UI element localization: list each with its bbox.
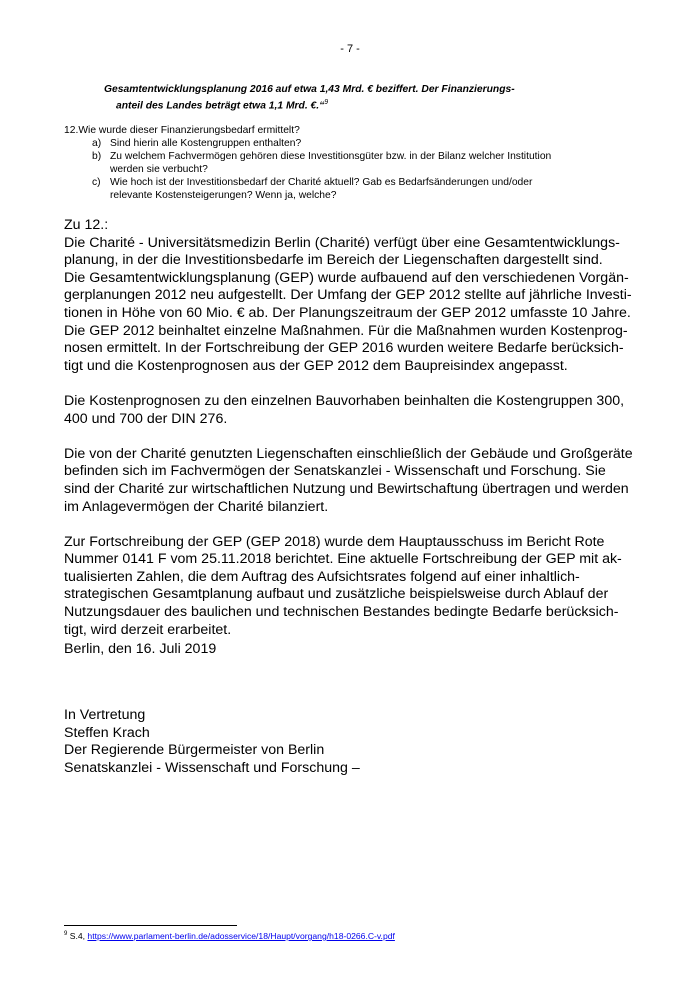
question-block [64, 124, 624, 202]
footnote-number: 9 [64, 931, 68, 937]
signature-line: Senatskanzlei - Wissenschaft und Forschung – [64, 759, 360, 776]
signature-line: Der Regierende Bürgermeister von Berlin [64, 742, 325, 759]
text-line: Nummer 0141 F vom 25.11.2018 berichtet. Eine aktuelle Fortschreibung der GEP mit ak- [64, 551, 622, 568]
text-line: 400 und 700 der DIN 276. [64, 410, 228, 427]
text-line: gerplanungen 2012 neu aufgestellt. Der Umfang der GEP 2012 stellte auf jährliche Investi- [64, 287, 632, 304]
text-line: Die Gesamtentwicklungsplanung (GEP) wurde aufbauend auf den verschiedenen Vorgän- [64, 269, 629, 286]
signature-name: Steffen Krach [64, 724, 150, 741]
question-item-a [92, 137, 624, 150]
quoted-text [104, 83, 584, 112]
answer-section [64, 217, 644, 639]
question-item-b [92, 150, 624, 176]
text-line: befinden sich im Fachvermögen der Senatskanzlei - Wissenschaft und Forschung. Sie [64, 463, 606, 480]
question-item-text: werden sie verbucht? [110, 164, 208, 175]
text-line: tigt, wird derzeit erarbeitet. [64, 621, 232, 638]
answer-paragraph-3 [64, 446, 644, 516]
question-item-c [92, 176, 624, 202]
text-line: planung, in der die Investitionsbedarfe im Bereich der Liegenschaften dargestellt sind. [64, 252, 603, 269]
text-line: strategischen Gesamtplanung aufbaut und zusätzliche beispielsweise durch Ablauf der [64, 586, 609, 603]
signature-block [64, 707, 360, 777]
signature-line: In Vertretung [64, 707, 146, 723]
text-line: nosen ermittelt. In der Fortschreibung der GEP 2016 wurden weitere Bedarfe berücksich- [64, 340, 624, 357]
text-line: Die von der Charité genutzten Liegenschaften einschließlich der Gebäude und Großgeräte [64, 445, 633, 462]
text-line: tualisierten Zahlen, die dem Auftrag des Aufsichtsrates folgend auf einer inhaltlich- [64, 568, 580, 585]
question-item-text: Zu welchem Fachvermögen gehören diese Investitionsgüter bzw. in der Bilanz welcher Institution [110, 151, 552, 162]
answer-heading: Zu 12.: [64, 217, 109, 233]
footnote-separator [64, 925, 237, 926]
footnote-prefix: S.4, [69, 930, 86, 941]
text-line: im Anlagevermögen der Charité bilanziert. [64, 498, 329, 515]
question-item-text: Wie hoch ist der Investitionsbedarf der Charité aktuell? Gab es Bedarfsänderungen und/oder [110, 177, 533, 188]
quote-line-2: anteil des Landes beträgt etwa 1,1 Mrd. €.“ [116, 100, 325, 112]
quote-line-1: Gesamtentwicklungsplanung 2016 auf etwa 1,43 Mrd. € beziffert. Der Finanzierungs- [104, 84, 515, 95]
text-line: Zur Fortschreibung der GEP (GEP 2018) wurde dem Hauptausschuss im Bericht Rote [64, 533, 605, 550]
text-line: Die GEP 2012 beinhaltet einzelne Maßnahmen. Für die Maßnahmen wurden Kostenprog- [64, 322, 628, 339]
text-line: tionen in Höhe von 60 Mio. € ab. Der Planungszeitraum der GEP 2012 umfasste 10 Jahre. [64, 304, 631, 321]
footnote-reference[interactable]: 9 [324, 99, 329, 106]
answer-paragraph-2 [64, 393, 644, 428]
text-line: Nutzungsdauer des baulichen und technischen Bestandes bedingte Bedarfe berücksich- [64, 604, 619, 621]
text-line: Die Charité - Universitätsmedizin Berlin (Charité) verfügt über eine Gesamtentwicklungs- [64, 234, 620, 251]
question-item-text: Sind hierin alle Kostengruppen enthalten? [110, 138, 302, 149]
footnote-link[interactable]: https://www.parlament-berlin.de/adosservice/18/Haupt/vorgang/h18-0266.C-v.pdf [87, 930, 395, 941]
question-main: 12.Wie wurde dieser Finanzierungsbedarf ermittelt? [64, 125, 300, 136]
text-line: tigt und die Kostenprognosen aus der GEP 2012 dem Baupreisindex angepasst. [64, 357, 568, 374]
question-item-label: b) [92, 151, 102, 162]
answer-paragraph-1 [64, 235, 644, 376]
answer-paragraph-4 [64, 534, 644, 640]
footnote [64, 929, 395, 942]
date-line: Berlin, den 16. Juli 2019 [64, 641, 217, 657]
question-item-text: relevante Kostensteigerungen? Wenn ja, welche? [110, 190, 337, 201]
text-line: Die Kostenprognosen zu den einzelnen Bauvorhaben beinhalten die Kostengruppen 300, [64, 392, 625, 409]
page-number: - 7 - [340, 43, 360, 55]
question-item-label: a) [92, 138, 102, 149]
question-item-label: c) [92, 177, 101, 188]
text-line: sind der Charité zur wirtschaftlichen Nutzung und Bewirtschaftung übertragen und werden [64, 480, 629, 497]
